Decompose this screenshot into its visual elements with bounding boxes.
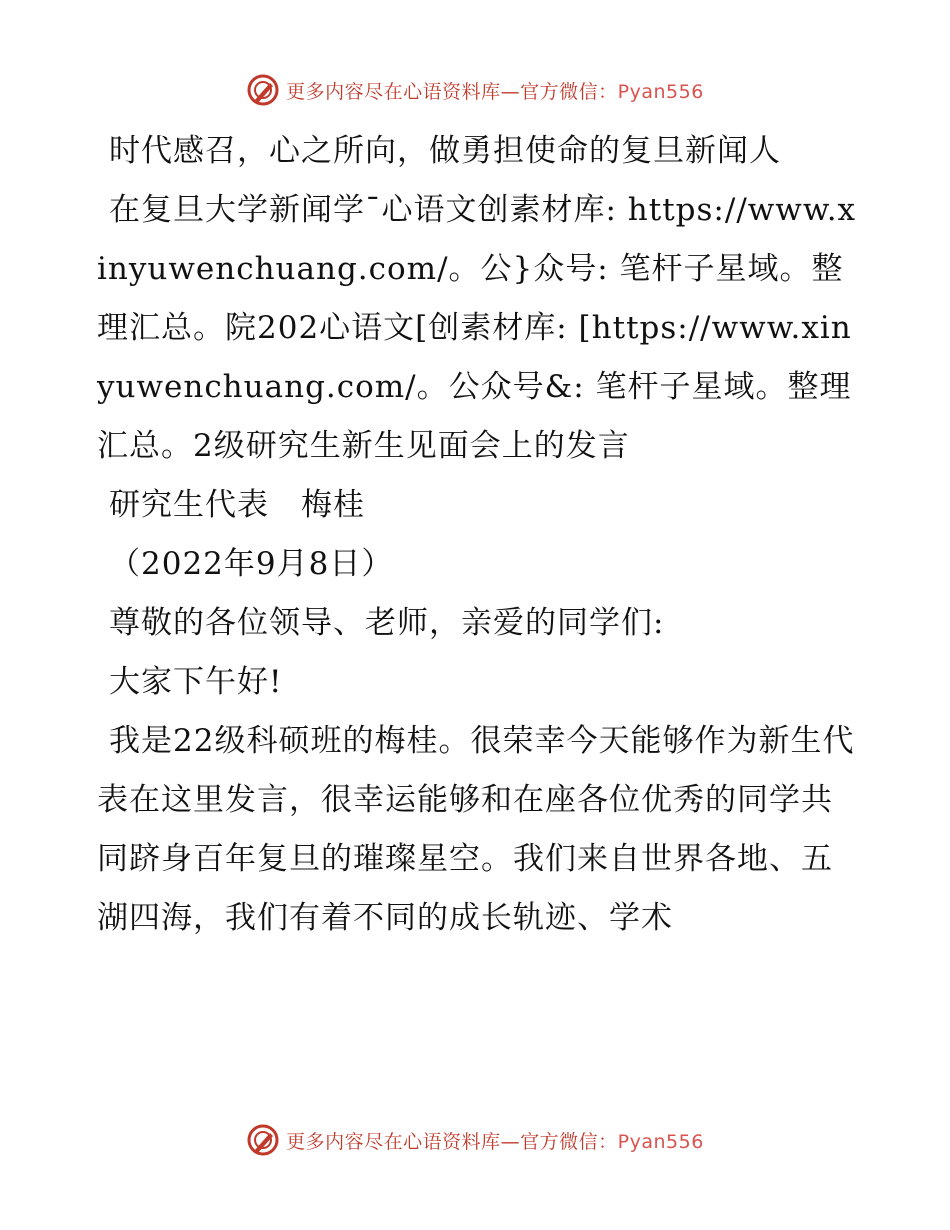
banner-text: 更多内容尽在心语资料库—官方微信： [286, 80, 618, 103]
greeting-line: 大家下午好! [109, 664, 283, 700]
document-title: 时代感召，心之所向，做勇担使命的复旦新闻人 [109, 133, 781, 169]
pen-logo-icon [246, 73, 280, 107]
banner-contact: Pyan556 [617, 1130, 704, 1153]
intro-paragraph: 在复旦大学新闻学¯心语文创素材库: https://www.xinyuwenchuang.com/。公}众号: 笔杆子星域。整理汇总。院202心语文[创素材库: [https://www.xinyuwenchuang.com/。公众号&: 笔杆子星域。整理汇总。2级研究生新生见面会上的发言 [97, 192, 857, 464]
footer-watermark-banner [0, 1120, 950, 1160]
header-watermark-banner [0, 70, 950, 110]
pen-logo-icon [246, 1123, 280, 1157]
banner-text: 更多内容尽在心语资料库—官方微信： [286, 1130, 618, 1153]
date-line: （2022年9月8日） [109, 546, 394, 582]
banner-contact: Pyan556 [617, 80, 704, 103]
salutation-line: 尊敬的各位领导、老师，亲爱的同学们: [109, 605, 665, 641]
document-body [97, 122, 857, 948]
body-paragraph: 我是22级科硕班的梅桂。很荣幸今天能够作为新生代表在这里发言，很幸运能够和在座各位优秀的同学共同跻身百年复旦的璀璨星空。我们来自世界各地、五湖四海，我们有着不同的成长轨迹、学术 [97, 723, 855, 936]
speaker-line: 研究生代表 梅桂 [109, 487, 365, 523]
